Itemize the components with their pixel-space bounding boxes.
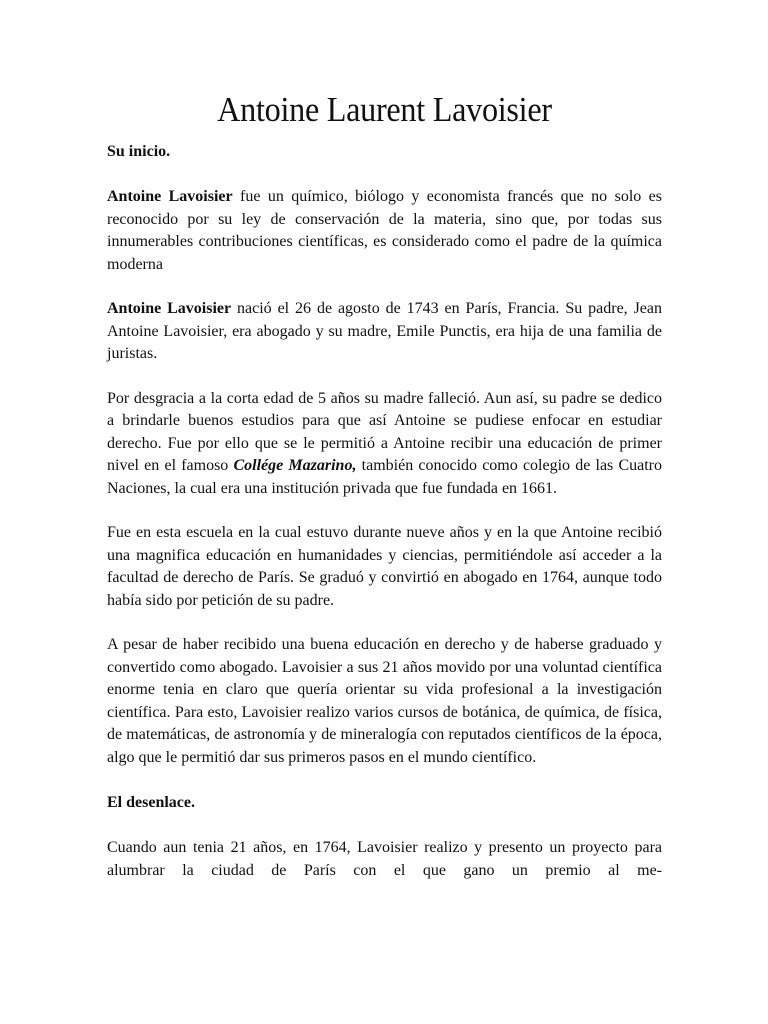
section-heading-desenlace: El desenlace. [107, 794, 195, 812]
paragraph-intro [107, 186, 662, 276]
paragraph-childhood-text-1: Por desgracia a la corta edad de 5 años su madre falleció. Aun así, su padre se dedico a brindarle buenos estudios para que así Antoine se pudiese enfocar en estudiar derecho. Fue por ello que se le permitió a Antoine recibir una educación de primer nivel en el famoso [107, 389, 662, 475]
document-page [107, 90, 662, 904]
document-title: Antoine Laurent Lavoisier [217, 90, 552, 129]
paragraph-birth-text: nació el 26 de agosto de 1743 en París, Francia. Su padre, Jean Antoine Lavoisier, era abogado y su madre, Emile Punctis, era hija de una familia de juristas. [107, 300, 663, 363]
section-heading-inicio: Su inicio. [107, 143, 171, 161]
paragraph-birth [107, 298, 662, 366]
college-name: Collége Mazarino, [233, 457, 357, 475]
paragraph-project: Cuando aun tenia 21 años, en 1764, Lavoisier realizo y presento un proyecto para alumbrar la ciudad de París con el que gano un premio al me- [107, 839, 662, 879]
paragraph-vocation: A pesar de haber recibido una buena educación en derecho y de haberse graduado y convertido como abogado. Lavoisier a sus 21 años movido por una voluntad científica enorme tenia en claro que quería orientar su vida profesional a la investigación científica. Para esto, Lavoisier realizo varios cursos de botánica, de química, de física, de matemáticas, de astronomía y de mineralogía con reputados científicos de la época, algo que le permitió dar sus primeros pasos en el mundo científico. [107, 636, 662, 766]
paragraph-intro-lead: Antoine Lavoisier [107, 188, 233, 206]
paragraph-intro-text: fue un químico, biólogo y economista francés que no solo es reconocido por su ley de conservación de la materia, sino que, por todas sus innumerables contribuciones científicas, es considerado como el padre de la química moderna [107, 188, 662, 273]
paragraph-childhood-text-2: también conocido como colegio de las Cuatro Naciones, la cual era una institución privada que fue fundada en 1661. [107, 457, 663, 497]
paragraph-school: Fue en esta escuela en la cual estuvo durante nueve años y en la que Antoine recibió una magnifica educación en humanidades y ciencias, permitiéndole así acceder a la facultad de derecho de París. Se graduó y convirtió en abogado en 1764, aunque todo había sido por petición de su padre. [107, 524, 662, 609]
paragraph-childhood [107, 388, 662, 501]
paragraph-birth-lead: Antoine Lavoisier [107, 300, 232, 318]
